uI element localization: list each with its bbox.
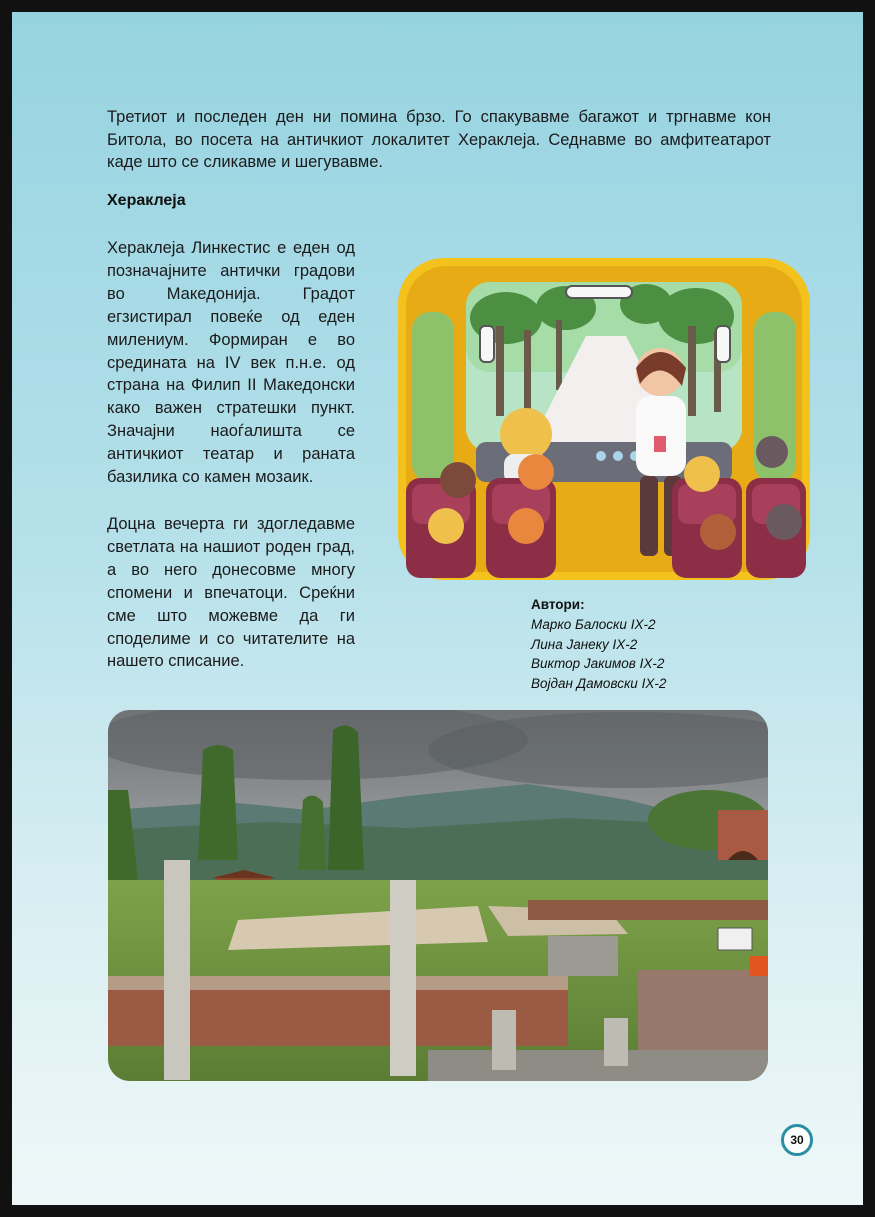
intro-paragraph: Третиот и последен ден ни помина брзо. Го спакувавме багажот и тргнавме кон Битола, во посета на античкиот локалитет Хераклеја. Седнавме во амфитеатарот каде што се сликавме и шегувавме. — [107, 108, 771, 171]
author-name: Марко Балоски IX-2 — [531, 616, 656, 632]
return-paragraph: Доцна вечерта ги здогледавме светлата на нашиот роден град, а во него донесовме многу спомени и впечатоци. Среќни сме што можевме да ги споделиме и со читателите на нашето списание. — [107, 515, 355, 671]
heraclea-paragraph: Хераклеја Линкестис е еден од позначајните антички градови во Македонија. Градот егзистирал повеќе од еден милениум. Формиран е во средината на IV век п.н.е. од страна на Филип II Македонски како важен стратешки пункт. Значајни наоѓалишта се античкиот театар и раната базилика со камен мозаик. — [107, 239, 355, 487]
section-heading: Хераклеја — [107, 192, 186, 209]
authors-label: Автори: — [531, 597, 585, 612]
bus-illustration — [396, 256, 812, 582]
author-name: Виктор Јакимов IX-2 — [531, 656, 665, 672]
page-number: 30 — [781, 1124, 813, 1156]
page — [12, 12, 863, 1205]
author-name: Војдан Дамовски IX-2 — [531, 676, 667, 692]
heraclea-ruins-photo — [108, 710, 768, 1081]
author-name: Лина Јанеку IX-2 — [531, 636, 638, 652]
authors-block — [531, 595, 666, 694]
